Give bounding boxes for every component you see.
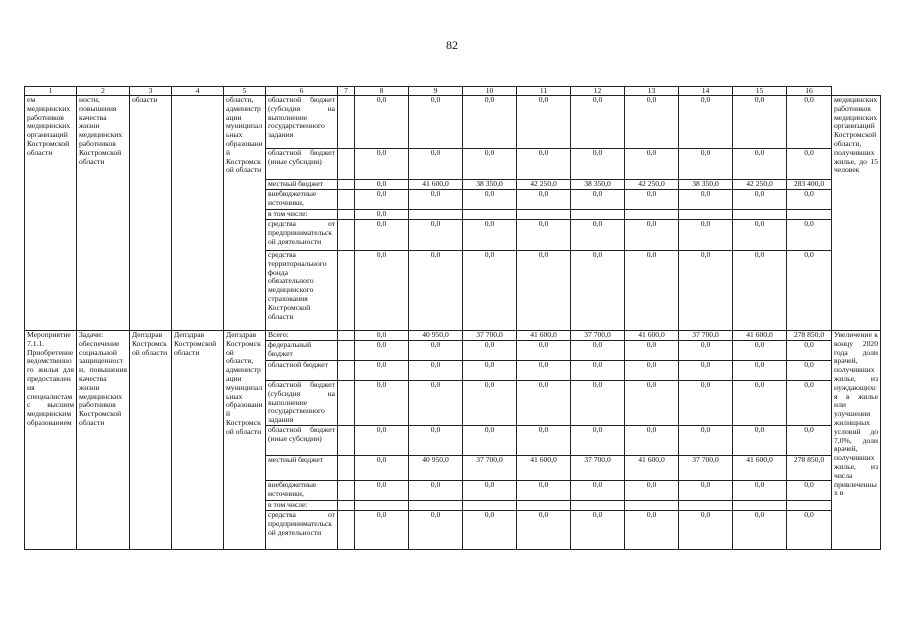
value-cell: 0,0	[517, 361, 571, 381]
value-cell	[733, 210, 787, 220]
value-cell: 0,0	[355, 210, 409, 220]
value-cell: 0,0	[409, 381, 463, 426]
value-cell: 41 600,0	[517, 456, 571, 481]
value-cell: 0,0	[625, 426, 679, 456]
empty-cell	[338, 481, 355, 501]
value-cell: 0,0	[355, 220, 409, 251]
column-number: 6	[266, 87, 338, 96]
value-cell: 0,0	[463, 341, 517, 361]
value-cell: 0,0	[625, 220, 679, 251]
block-cell-c2: Задачи: обеспечение социальной защищенности, повышения качества жизни медицинских работников Костромской области	[77, 331, 130, 550]
block-cell-c3: Депздрав Костромской области	[130, 331, 172, 550]
value-cell: 0,0	[571, 251, 625, 331]
page-number: 82	[446, 38, 458, 52]
value-cell: 41 600,0	[625, 331, 679, 341]
column-number: 12	[571, 87, 625, 96]
source-label: средства от предпринимательской деятельности	[266, 511, 338, 550]
value-cell: 0,0	[679, 190, 733, 210]
block-cell-c16: медицинских работников медицинских организаций Костромской области, получивших жилье, до 15 человек	[832, 96, 881, 331]
block-cell-c3: области	[130, 96, 172, 331]
block-cell-c16: Увеличение к концу 2020 года доли врачей, получивших жилье, из нуждающихся в жилье или улучшении жилищных условий до 7,0%, доли врачей, получивших жилье, из числа привлеченных в	[832, 331, 881, 550]
value-cell: 0,0	[679, 426, 733, 456]
value-cell: 41 600,0	[625, 456, 679, 481]
source-label: в том числе:	[266, 501, 338, 511]
empty-cell	[338, 341, 355, 361]
source-label: средства территориального фонда обязательного медицинского страхования Костромской области	[266, 251, 338, 331]
source-label: средства от предпринимательской деятельности	[266, 220, 338, 251]
value-cell: 278 850,0	[787, 456, 832, 481]
value-cell: 0,0	[355, 456, 409, 481]
value-cell: 0,0	[355, 381, 409, 426]
value-cell: 0,0	[787, 190, 832, 210]
value-cell: 0,0	[787, 341, 832, 361]
value-cell: 0,0	[679, 96, 733, 149]
column-number: 11	[517, 87, 571, 96]
value-cell	[463, 501, 517, 511]
empty-cell	[338, 220, 355, 251]
value-cell	[733, 501, 787, 511]
value-cell: 0,0	[463, 220, 517, 251]
value-cell: 0,0	[625, 481, 679, 501]
value-cell: 0,0	[625, 251, 679, 331]
value-cell: 37 700,0	[463, 331, 517, 341]
source-label: областной бюджет (субсидия на выполнение государственного задания	[266, 381, 338, 426]
value-cell: 37 700,0	[463, 456, 517, 481]
column-number: 7	[338, 87, 355, 96]
value-cell: 0,0	[571, 511, 625, 550]
value-cell	[625, 210, 679, 220]
column-number: 2	[77, 87, 130, 96]
value-cell: 0,0	[679, 251, 733, 331]
block-cell-c1: ем медицинских работников медицинских организаций Костромской области	[25, 96, 77, 331]
value-cell: 0,0	[463, 190, 517, 210]
value-cell: 0,0	[517, 149, 571, 180]
value-cell: 0,0	[463, 381, 517, 426]
value-cell: 0,0	[409, 149, 463, 180]
value-cell: 0,0	[571, 149, 625, 180]
source-label: местный бюджет	[266, 456, 338, 481]
source-label: областной бюджет (иные субсидии)	[266, 426, 338, 456]
value-cell: 0,0	[625, 190, 679, 210]
value-cell: 0,0	[409, 341, 463, 361]
value-cell: 283 400,0	[787, 180, 832, 190]
empty-cell	[338, 251, 355, 331]
column-number: 5	[224, 87, 266, 96]
value-cell: 0,0	[787, 511, 832, 550]
value-cell	[679, 501, 733, 511]
block-cell-c4	[172, 96, 224, 331]
value-cell: 0,0	[355, 361, 409, 381]
column-number: 16	[787, 87, 832, 96]
value-cell: 0,0	[787, 96, 832, 149]
value-cell: 0,0	[787, 481, 832, 501]
value-cell: 0,0	[733, 251, 787, 331]
value-cell: 0,0	[517, 481, 571, 501]
value-cell	[409, 210, 463, 220]
value-cell: 0,0	[517, 426, 571, 456]
column-number: 8	[355, 87, 409, 96]
source-label: федеральный бюджет	[266, 341, 338, 361]
value-cell: 0,0	[625, 511, 679, 550]
value-cell: 37 700,0	[679, 456, 733, 481]
source-label: областной бюджет	[266, 361, 338, 381]
value-cell: 41 600,0	[409, 180, 463, 190]
value-cell	[625, 501, 679, 511]
empty-cell	[338, 190, 355, 210]
value-cell: 0,0	[787, 381, 832, 426]
value-cell: 0,0	[355, 149, 409, 180]
value-cell: 0,0	[733, 149, 787, 180]
value-cell: 37 700,0	[571, 456, 625, 481]
value-cell: 0,0	[733, 426, 787, 456]
value-cell: 0,0	[409, 190, 463, 210]
value-cell: 0,0	[625, 361, 679, 381]
source-label: областной бюджет (субсидия на выполнение государственного задания	[266, 96, 338, 149]
empty-cell	[338, 511, 355, 550]
value-cell	[409, 501, 463, 511]
column-number: 10	[463, 87, 517, 96]
value-cell: 0,0	[355, 511, 409, 550]
value-cell: 41 600,0	[733, 331, 787, 341]
value-cell	[355, 501, 409, 511]
value-cell: 0,0	[517, 190, 571, 210]
value-cell: 0,0	[787, 220, 832, 251]
value-cell: 38 350,0	[463, 180, 517, 190]
value-cell: 0,0	[355, 341, 409, 361]
value-cell: 0,0	[517, 511, 571, 550]
value-cell: 0,0	[409, 426, 463, 456]
empty-cell	[338, 381, 355, 426]
value-cell: 42 250,0	[733, 180, 787, 190]
value-cell: 0,0	[409, 511, 463, 550]
value-cell: 0,0	[517, 96, 571, 149]
value-cell: 0,0	[571, 481, 625, 501]
value-cell: 0,0	[733, 96, 787, 149]
value-cell: 0,0	[733, 361, 787, 381]
value-cell: 41 600,0	[517, 331, 571, 341]
value-cell: 0,0	[463, 96, 517, 149]
value-cell: 0,0	[787, 426, 832, 456]
column-number: 15	[733, 87, 787, 96]
empty-cell	[338, 361, 355, 381]
value-cell: 0,0	[733, 220, 787, 251]
value-cell: 0,0	[571, 190, 625, 210]
value-cell: 41 600,0	[733, 456, 787, 481]
value-cell: 0,0	[517, 220, 571, 251]
value-cell: 0,0	[787, 251, 832, 331]
value-cell: 0,0	[571, 96, 625, 149]
value-cell: 0,0	[733, 190, 787, 210]
value-cell: 0,0	[571, 381, 625, 426]
value-cell: 0,0	[679, 149, 733, 180]
value-cell: 0,0	[463, 481, 517, 501]
value-cell	[571, 501, 625, 511]
source-label: местный бюджет	[266, 180, 338, 190]
value-cell	[463, 210, 517, 220]
source-label: Всего:	[266, 331, 338, 341]
empty-cell	[338, 426, 355, 456]
source-label: внебюджетные источники,	[266, 190, 338, 210]
value-cell: 0,0	[679, 481, 733, 501]
value-cell	[679, 210, 733, 220]
value-cell: 0,0	[733, 511, 787, 550]
value-cell: 0,0	[625, 149, 679, 180]
value-cell	[517, 210, 571, 220]
value-cell: 0,0	[355, 180, 409, 190]
value-cell: 0,0	[787, 361, 832, 381]
value-cell: 38 350,0	[571, 180, 625, 190]
value-cell: 0,0	[355, 190, 409, 210]
source-label: внебюджетные источники,	[266, 481, 338, 501]
block-cell-c5: области, администрации муниципальных образований Костромской области	[224, 96, 266, 331]
value-cell: 0,0	[355, 481, 409, 501]
value-cell: 0,0	[355, 96, 409, 149]
value-cell	[787, 210, 832, 220]
value-cell: 0,0	[517, 381, 571, 426]
value-cell: 40 950,0	[409, 456, 463, 481]
value-cell: 0,0	[517, 341, 571, 361]
column-number: 9	[409, 87, 463, 96]
table-row	[25, 331, 881, 341]
table-row	[25, 96, 881, 149]
empty-cell	[338, 210, 355, 220]
value-cell: 0,0	[733, 381, 787, 426]
value-cell: 0,0	[571, 220, 625, 251]
value-cell: 0,0	[463, 426, 517, 456]
column-number: 14	[679, 87, 733, 96]
budget-table	[24, 86, 881, 550]
value-cell: 0,0	[679, 381, 733, 426]
value-cell: 0,0	[409, 361, 463, 381]
empty-cell	[338, 149, 355, 180]
value-cell: 42 250,0	[625, 180, 679, 190]
value-cell: 0,0	[355, 426, 409, 456]
column-number: 1	[25, 87, 77, 96]
empty-cell	[338, 180, 355, 190]
value-cell	[571, 210, 625, 220]
value-cell: 0,0	[787, 149, 832, 180]
value-cell: 0,0	[463, 251, 517, 331]
source-label: областной бюджет (иные субсидии)	[266, 149, 338, 180]
value-cell: 0,0	[355, 331, 409, 341]
value-cell: 37 700,0	[679, 331, 733, 341]
empty-cell	[338, 501, 355, 511]
block-cell-c2: ности, повышения качества жизни медицинских работников Костромской области	[77, 96, 130, 331]
block-cell-c5: Депздрав Костромской области, администрации муниципальных образований Костромской области	[224, 331, 266, 550]
value-cell: 0,0	[409, 251, 463, 331]
value-cell: 0,0	[733, 481, 787, 501]
value-cell: 0,0	[679, 341, 733, 361]
empty-cell	[338, 331, 355, 341]
empty-cell	[338, 96, 355, 149]
block-cell-c4: Депздрав Костромской области	[172, 331, 224, 550]
block-cell-c1: Мероприятие 7.1.1. Приобретение ведомственного жилья для предоставления специалистам с высшим медицинским образованием	[25, 331, 77, 550]
value-cell: 278 850,0	[787, 331, 832, 341]
value-cell: 0,0	[679, 220, 733, 251]
value-cell: 37 700,0	[571, 331, 625, 341]
value-cell: 0,0	[517, 251, 571, 331]
value-cell: 0,0	[571, 361, 625, 381]
header-row	[25, 87, 881, 96]
column-number: 3	[130, 87, 172, 96]
value-cell: 0,0	[733, 341, 787, 361]
value-cell: 38 350,0	[679, 180, 733, 190]
value-cell: 0,0	[463, 361, 517, 381]
value-cell: 0,0	[463, 149, 517, 180]
value-cell	[787, 501, 832, 511]
column-number: 13	[625, 87, 679, 96]
value-cell	[517, 501, 571, 511]
value-cell: 0,0	[625, 381, 679, 426]
value-cell: 40 950,0	[409, 331, 463, 341]
value-cell: 0,0	[571, 426, 625, 456]
value-cell: 0,0	[409, 220, 463, 251]
value-cell: 0,0	[409, 481, 463, 501]
source-label: в том числе:	[266, 210, 338, 220]
column-number: 4	[172, 87, 224, 96]
value-cell: 0,0	[679, 361, 733, 381]
value-cell: 0,0	[625, 96, 679, 149]
value-cell: 0,0	[625, 341, 679, 361]
value-cell: 0,0	[571, 341, 625, 361]
value-cell: 42 250,0	[517, 180, 571, 190]
value-cell: 0,0	[679, 511, 733, 550]
value-cell: 0,0	[409, 96, 463, 149]
empty-cell	[338, 456, 355, 481]
value-cell: 0,0	[463, 511, 517, 550]
value-cell: 0,0	[355, 251, 409, 331]
